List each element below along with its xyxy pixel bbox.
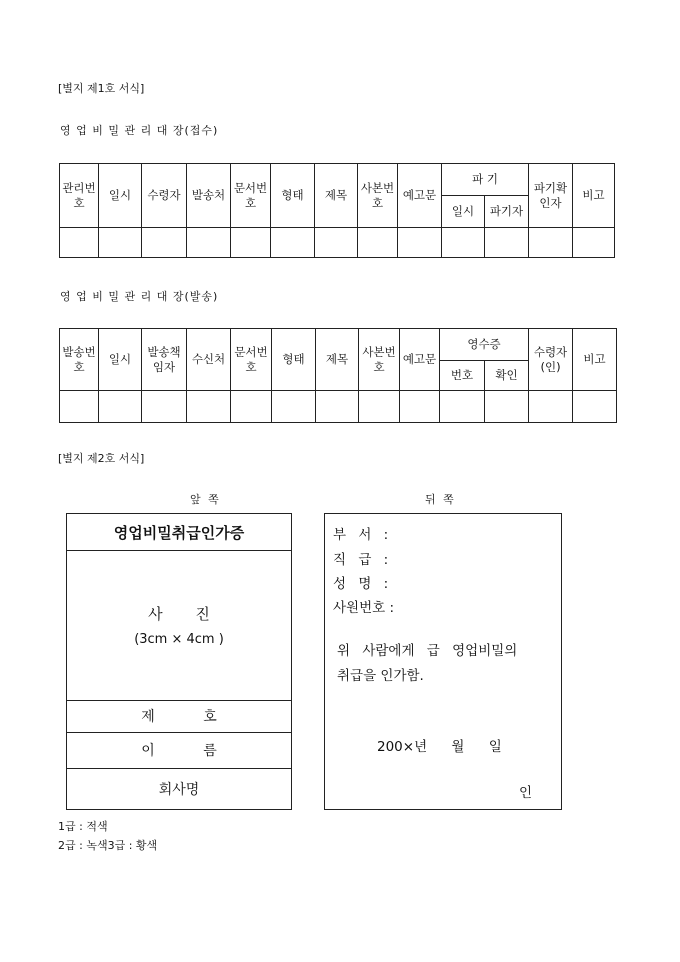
header-subject: 제목	[315, 164, 358, 228]
header-receipt-no: 번호	[440, 361, 485, 391]
header-doc-no: 문서번호	[231, 329, 272, 391]
permit-card-front	[66, 513, 292, 810]
header-recipient: 수령자	[142, 164, 187, 228]
form2-title: [별지 제2호 서식]	[58, 452, 145, 465]
header-copy-no: 사본번호	[358, 164, 398, 228]
header-destroyer: 파기자	[485, 196, 529, 228]
name-field: 이 름	[67, 732, 291, 769]
card-title: 영업비밀취급인가증	[67, 514, 291, 551]
photo-label: 사 진	[148, 605, 224, 623]
recipient-seal: (인)	[540, 359, 561, 374]
header-notice: 예고문	[400, 329, 440, 391]
permit-statement-1: 위 사람에게 급 영업비밀의	[337, 643, 518, 659]
receipt-ledger-title: 영 업 비 밀 관 리 대 장(접수)	[60, 124, 219, 137]
header-copy-no: 사본번호	[359, 329, 400, 391]
header-send-no: 발송번호	[60, 329, 99, 391]
header-send-manager: 발송책임자	[142, 329, 187, 391]
number-field: 제 호	[67, 700, 291, 733]
header-remarks: 비고	[573, 164, 615, 228]
recipient-label: 수령자	[533, 344, 568, 359]
receipt-ledger-table	[59, 163, 615, 258]
form1-title: [별지 제1호 서식]	[58, 82, 145, 95]
photo-size: (3cm × 4cm )	[134, 632, 224, 647]
department-field: 부 서 :	[333, 527, 393, 543]
header-sender: 발송처	[187, 164, 231, 228]
header-destroy-date: 일시	[442, 196, 485, 228]
grade-note-2: 2급 : 녹색3급 : 황색	[58, 839, 158, 852]
header-date: 일시	[99, 164, 142, 228]
dispatch-ledger-table	[59, 328, 617, 423]
header-form: 형태	[271, 164, 315, 228]
full-name-field: 성 명 :	[333, 576, 393, 592]
permit-card-back	[324, 513, 562, 810]
header-recipient	[529, 329, 573, 391]
header-receiver: 수신처	[187, 329, 231, 391]
header-notice: 예고문	[398, 164, 442, 228]
permit-statement-2: 취급을 인가함.	[337, 668, 424, 684]
header-destroy-confirmer: 파기확인자	[529, 164, 573, 228]
table-row	[60, 391, 617, 423]
table-row	[60, 228, 615, 258]
rank-field: 직 급 :	[333, 552, 393, 568]
header-doc-no: 문서번호	[231, 164, 271, 228]
back-side-label: 뒤 쪽	[425, 493, 456, 506]
header-date: 일시	[99, 329, 142, 391]
header-receipt-confirm: 확인	[485, 361, 529, 391]
dispatch-ledger-title: 영 업 비 밀 관 리 대 장(발송)	[60, 290, 219, 303]
seal-mark: 인	[519, 785, 533, 801]
header-remarks: 비고	[573, 329, 617, 391]
header-receipt: 영수증	[440, 329, 529, 361]
header-subject: 제목	[316, 329, 359, 391]
issue-date: 200×년 월 일	[377, 739, 502, 755]
header-mgmt-no: 관리번호	[60, 164, 99, 228]
front-side-label: 앞 쪽	[190, 493, 221, 506]
employee-no-field: 사원번호 :	[333, 600, 395, 616]
company-field: 회사명	[158, 781, 200, 798]
header-form: 형태	[272, 329, 316, 391]
grade-note-1: 1급 : 적색	[58, 820, 108, 833]
photo-area	[67, 550, 291, 701]
header-destroy: 파 기	[442, 164, 529, 196]
